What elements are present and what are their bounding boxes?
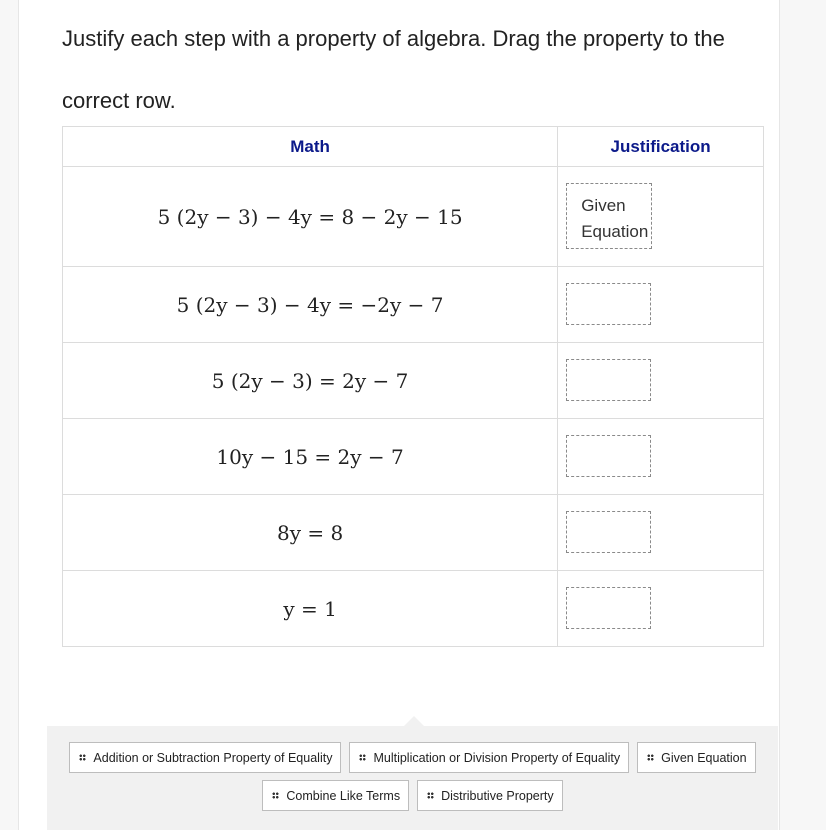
tile-label: Multiplication or Division Property of Equality xyxy=(373,750,621,765)
table-row xyxy=(63,167,764,267)
justification-cell xyxy=(558,267,764,343)
tile-row xyxy=(47,780,778,811)
justification-cell xyxy=(558,419,764,495)
table-row xyxy=(63,267,764,343)
tile-addition-subtraction-property[interactable] xyxy=(69,742,341,773)
table-row xyxy=(63,343,764,419)
drag-handle-icon xyxy=(427,792,434,799)
tray-pointer xyxy=(404,716,424,726)
tile-given-equation[interactable] xyxy=(637,742,755,773)
tile-multiplication-division-property[interactable] xyxy=(349,742,629,773)
tile-distributive-property[interactable] xyxy=(417,780,563,811)
drop-slot[interactable] xyxy=(566,435,651,477)
math-step: 8y = 8 xyxy=(63,495,558,571)
tile-label: Given Equation xyxy=(661,750,747,765)
justification-cell xyxy=(558,167,764,267)
table-row xyxy=(63,419,764,495)
drag-handle-icon xyxy=(79,754,86,761)
justification-cell xyxy=(558,343,764,419)
tile-label: Addition or Subtraction Property of Equality xyxy=(93,750,333,765)
drop-slot[interactable] xyxy=(566,283,651,325)
justification-cell xyxy=(558,495,764,571)
tile-label: Distributive Property xyxy=(441,788,554,803)
drag-handle-icon xyxy=(359,754,366,761)
math-step: 5 (2y − 3) − 4y = −2y − 7 xyxy=(63,267,558,343)
table-row xyxy=(63,571,764,647)
header-justification: Justification xyxy=(558,127,764,167)
tile-row xyxy=(47,742,778,773)
drop-slot-filled[interactable]: Given Equation xyxy=(566,183,652,249)
drag-handle-icon xyxy=(272,792,279,799)
tile-combine-like-terms[interactable] xyxy=(262,780,409,811)
math-step: 5 (2y − 3) − 4y = 8 − 2y − 15 xyxy=(63,167,558,267)
math-step: 5 (2y − 3) = 2y − 7 xyxy=(63,343,558,419)
drop-slot[interactable] xyxy=(566,511,651,553)
drop-slot[interactable] xyxy=(566,359,651,401)
drag-handle-icon xyxy=(647,754,654,761)
table-row xyxy=(63,495,764,571)
justification-cell xyxy=(558,571,764,647)
header-math: Math xyxy=(63,127,558,167)
tile-label: Combine Like Terms xyxy=(286,788,401,803)
math-step: y = 1 xyxy=(63,571,558,647)
justification-table xyxy=(62,126,764,647)
question-prompt: Justify each step with a property of algebra. Drag the property to the correct row. xyxy=(62,26,725,113)
drop-slot[interactable] xyxy=(566,587,651,629)
math-step: 10y − 15 = 2y − 7 xyxy=(63,419,558,495)
